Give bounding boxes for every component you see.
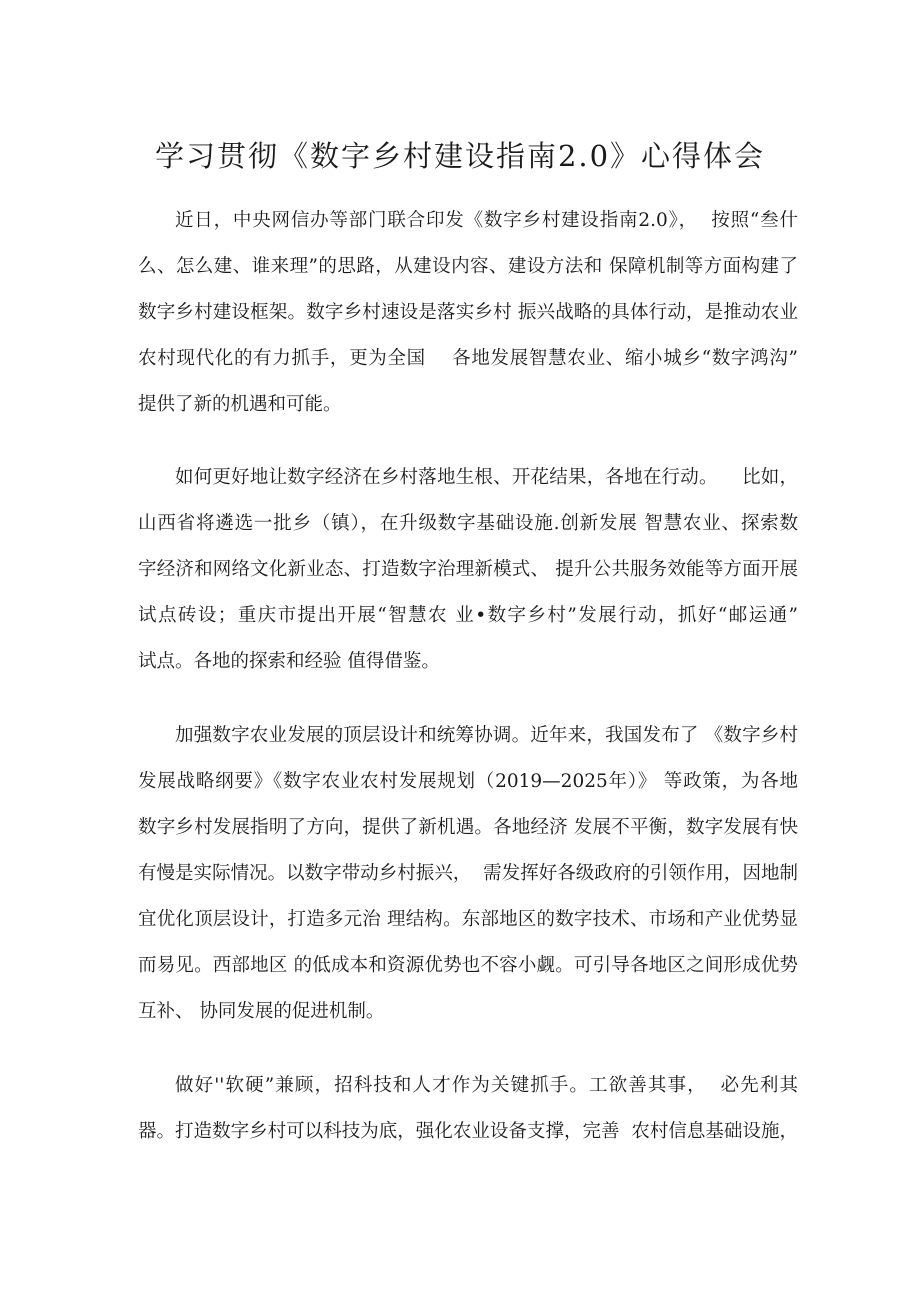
paragraph-3 xyxy=(138,713,798,1035)
text-line: 宜优化顶层设计，打造多元治 理结构。东部地区的数字技术、市场和产业优势显 xyxy=(138,909,798,930)
page-title: 学习贯彻《数字乡村建设指南2.0》心得体会 xyxy=(154,139,766,173)
text-line: 农村现代化的有力抓手，更为全国 各地发展智慧农业、缩小城乡“数字鸿沟” xyxy=(138,348,798,369)
text-line: 器。打造数字乡村可以科技为底，强化农业设备支撑，完善 农村信息基础设施， xyxy=(138,1121,798,1142)
text-line: 加强数字农业发展的顶层设计和统筹协调。近年来，我国发布了 《数字乡村 xyxy=(175,725,798,746)
paragraph-4 xyxy=(138,1063,798,1155)
text-line: 近日，中央网信办等部门联合印发《数字乡村建设指南2.0》， 按照“叁什 xyxy=(175,210,798,231)
text-line: 发展战略纲要》《数字农业农村发展规划（2019—2025年）》 等政策，为各地 xyxy=(138,771,798,792)
text-line: 字经济和网络文化新业态、打造数字治理新模式、 提升公共服务效能等方面开展 xyxy=(138,559,798,580)
text-line: 数字乡村建设框架。数字乡村速设是落实乡村 振兴战略的具体行动，是推动农业 xyxy=(138,302,798,323)
text-line: 互补、 协同发展的促进机制。 xyxy=(138,1001,385,1022)
paragraph-1 xyxy=(138,198,798,428)
text-line: 如何更好地让数字经济在乡村落地生根、开花结果，各地在行动。 比如， xyxy=(175,467,798,488)
text-line: 提供了新的机遇和可能。 xyxy=(138,394,342,415)
text-line: 做好''软硬”兼顾，招科技和人才作为关键抓手。工欲善其事， 必先利其 xyxy=(175,1075,798,1096)
text-line: 么、怎么建、谁来理”的思路，从建设内容、建设方法和 保障机制等方面构建了 xyxy=(138,256,798,277)
text-line: 数字乡村发展指明了方向，提供了新机遇。各地经济 发展不平衡，数字发展有快 xyxy=(138,817,798,838)
paragraph-2 xyxy=(138,455,798,685)
text-line: 有慢是实际情况。以数字带动乡村振兴， 需发挥好各级政府的引领作用，因地制 xyxy=(138,863,798,884)
text-line: 而易见。西部地区 的低成本和资源优势也不容小觑。可引导各地区之间形成优势 xyxy=(138,955,798,976)
text-line: 试点砖设；重庆市提出开展“智慧农 业•数字乡村”发展行动，抓好“邮运通” xyxy=(138,605,798,626)
text-line: 山西省将遴选一批乡（镇），在升级数字基础设施.创新发展 智慧农业、探索数 xyxy=(138,513,798,534)
text-line: 试点。各地的探索和经验 值得借鉴。 xyxy=(138,651,440,672)
